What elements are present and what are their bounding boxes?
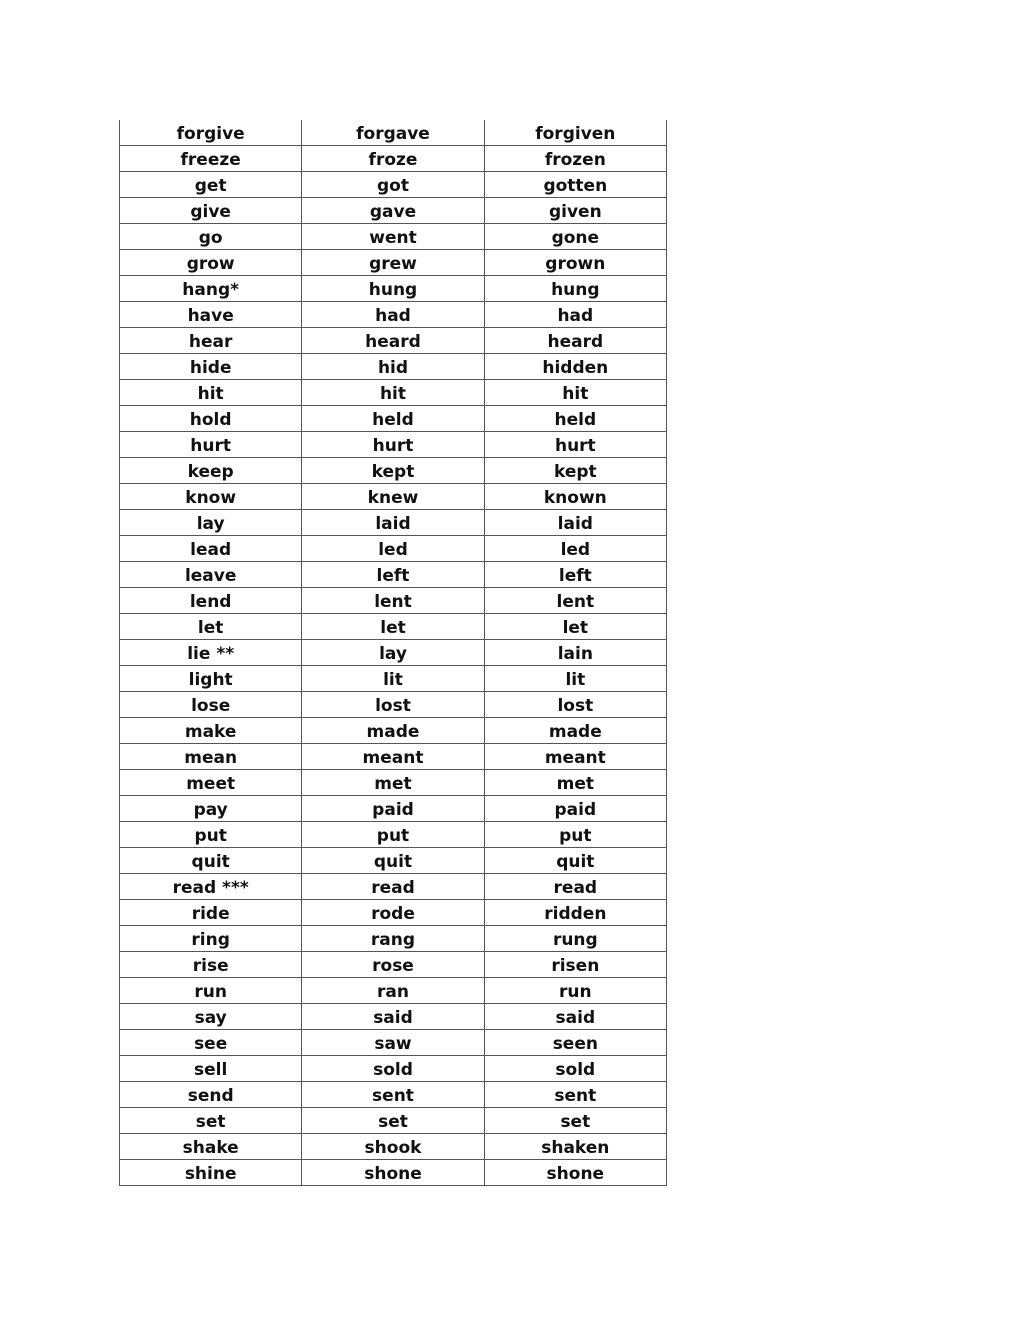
base-form-cell: [120, 1108, 302, 1134]
past-tense-cell: [302, 1056, 484, 1082]
verb-text: led: [560, 540, 591, 560]
past-participle-cell: [484, 1082, 666, 1108]
base-form-cell: [120, 172, 302, 198]
base-form-cell: [120, 640, 302, 666]
verb-text: met: [556, 774, 595, 794]
table-row: [120, 354, 667, 380]
base-form-cell: [120, 874, 302, 900]
past-participle-cell: [484, 172, 666, 198]
verb-text: let: [197, 618, 224, 638]
verb-text: risen: [551, 956, 600, 976]
verb-text: made: [548, 722, 602, 742]
base-form-cell: [120, 900, 302, 926]
base-form-cell: [120, 406, 302, 432]
past-tense-cell: [302, 484, 484, 510]
verb-text: said: [373, 1008, 413, 1028]
base-form-cell: [120, 536, 302, 562]
base-form-cell: [120, 588, 302, 614]
verb-text: had: [557, 306, 594, 326]
table-row: [120, 224, 667, 250]
verb-text: laid: [557, 514, 593, 534]
table-row: [120, 406, 667, 432]
verb-text: leave: [184, 566, 237, 586]
verb-text: kept: [553, 462, 597, 482]
verb-text: rung: [552, 930, 598, 950]
base-form-cell: [120, 1056, 302, 1082]
past-participle-cell: [484, 900, 666, 926]
verb-text: forgave: [356, 124, 430, 144]
verb-text: say: [194, 1008, 227, 1028]
past-participle-cell: [484, 1108, 666, 1134]
verb-text: quit: [191, 852, 230, 872]
verb-text: shone: [364, 1164, 422, 1184]
table-row: [120, 380, 667, 406]
past-participle-cell: [484, 510, 666, 536]
verb-text: gotten: [543, 176, 608, 196]
past-participle-cell: [484, 146, 666, 172]
past-participle-cell: [484, 770, 666, 796]
verb-text: rise: [192, 956, 229, 976]
base-form-cell: [120, 224, 302, 250]
past-participle-cell: [484, 614, 666, 640]
base-form-cell: [120, 770, 302, 796]
irregular-verbs-table: [119, 120, 667, 1186]
verb-text: meant: [362, 748, 424, 768]
past-tense-cell: [302, 978, 484, 1004]
base-form-cell: [120, 120, 302, 146]
table-row: [120, 562, 667, 588]
verb-text: pay: [193, 800, 228, 820]
past-participle-cell: [484, 666, 666, 692]
verb-text: hid: [377, 358, 409, 378]
past-tense-cell: [302, 536, 484, 562]
base-form-cell: [120, 848, 302, 874]
past-tense-cell: [302, 666, 484, 692]
table-row: [120, 1030, 667, 1056]
past-tense-cell: [302, 146, 484, 172]
table-row: [120, 1082, 667, 1108]
past-participle-cell: [484, 926, 666, 952]
verb-text: forgive: [176, 124, 245, 144]
past-participle-cell: [484, 640, 666, 666]
verb-text: set: [378, 1112, 408, 1132]
verb-text: run: [559, 982, 592, 1002]
table-row: [120, 146, 667, 172]
table-row: [120, 614, 667, 640]
verb-text: shaken: [541, 1138, 610, 1158]
verb-text: held: [372, 410, 414, 430]
past-tense-cell: [302, 458, 484, 484]
past-tense-cell: [302, 328, 484, 354]
verb-text: shone: [546, 1164, 605, 1184]
past-tense-cell: [302, 1030, 484, 1056]
verb-text: sold: [373, 1060, 413, 1080]
verb-text: run: [194, 982, 227, 1002]
verb-text: let: [562, 618, 589, 638]
table-row: [120, 250, 667, 276]
verb-text: lead: [190, 540, 232, 560]
verb-text: lose: [191, 696, 231, 716]
verb-text: hang*: [182, 280, 240, 300]
table-row: [120, 458, 667, 484]
verb-text: lost: [375, 696, 411, 716]
table-row: [120, 302, 667, 328]
verb-text: said: [555, 1008, 596, 1028]
past-participle-cell: [484, 848, 666, 874]
base-form-cell: [120, 146, 302, 172]
past-participle-cell: [484, 1134, 666, 1160]
past-tense-cell: [302, 224, 484, 250]
past-participle-cell: [484, 276, 666, 302]
verb-text: give: [190, 202, 231, 222]
past-tense-cell: [302, 1082, 484, 1108]
table-row: [120, 484, 667, 510]
verb-text: know: [185, 488, 237, 508]
verb-text: grew: [369, 254, 417, 274]
verb-text: hurt: [372, 436, 414, 456]
verb-text: frozen: [544, 150, 606, 170]
verb-text: gone: [551, 228, 600, 248]
past-participle-cell: [484, 302, 666, 328]
base-form-cell: [120, 458, 302, 484]
verb-text: lay: [379, 644, 407, 664]
past-tense-cell: [302, 302, 484, 328]
past-tense-cell: [302, 354, 484, 380]
verb-text: led: [378, 540, 408, 560]
base-form-cell: [120, 380, 302, 406]
base-form-cell: [120, 744, 302, 770]
past-participle-cell: [484, 224, 666, 250]
verb-text: left: [376, 566, 410, 586]
base-form-cell: [120, 1004, 302, 1030]
table-row: [120, 926, 667, 952]
base-form-cell: [120, 822, 302, 848]
table-row: [120, 874, 667, 900]
past-tense-cell: [302, 718, 484, 744]
base-form-cell: [120, 562, 302, 588]
verb-text: hear: [188, 332, 233, 352]
past-tense-cell: [302, 614, 484, 640]
verb-text: hurt: [554, 436, 596, 456]
verb-text: see: [194, 1034, 228, 1054]
verb-text: sent: [372, 1086, 414, 1106]
table-row: [120, 588, 667, 614]
past-participle-cell: [484, 484, 666, 510]
past-participle-cell: [484, 796, 666, 822]
verb-text: kept: [371, 462, 415, 482]
verb-text: sell: [194, 1060, 228, 1080]
past-tense-cell: [302, 588, 484, 614]
verb-text: shine: [184, 1164, 237, 1184]
verb-table-body: [120, 120, 667, 1186]
base-form-cell: [120, 354, 302, 380]
verb-text: ran: [377, 982, 409, 1002]
past-tense-cell: [302, 874, 484, 900]
table-row: [120, 1134, 667, 1160]
verb-text: saw: [374, 1034, 412, 1054]
base-form-cell: [120, 1030, 302, 1056]
base-form-cell: [120, 1082, 302, 1108]
verb-text: hidden: [542, 358, 609, 378]
base-form-cell: [120, 926, 302, 952]
verb-text: lie **: [187, 644, 235, 664]
past-participle-cell: [484, 744, 666, 770]
verb-text: make: [184, 722, 237, 742]
verb-text: known: [543, 488, 607, 508]
past-tense-cell: [302, 952, 484, 978]
verb-text: ring: [191, 930, 230, 950]
verb-text: let: [380, 618, 406, 638]
verb-text: ride: [191, 904, 230, 924]
past-tense-cell: [302, 692, 484, 718]
table-row: [120, 198, 667, 224]
base-form-cell: [120, 952, 302, 978]
verb-text: heard: [547, 332, 604, 352]
verb-text: lay: [196, 514, 225, 534]
past-tense-cell: [302, 276, 484, 302]
past-participle-cell: [484, 978, 666, 1004]
verb-text: hurt: [190, 436, 232, 456]
base-form-cell: [120, 276, 302, 302]
past-tense-cell: [302, 926, 484, 952]
table-row: [120, 510, 667, 536]
verb-text: set: [560, 1112, 591, 1132]
past-tense-cell: [302, 1108, 484, 1134]
table-row: [120, 692, 667, 718]
verb-text: lent: [556, 592, 595, 612]
past-participle-cell: [484, 406, 666, 432]
verb-text: froze: [368, 150, 418, 170]
base-form-cell: [120, 1160, 302, 1186]
verb-text: put: [194, 826, 227, 846]
past-tense-cell: [302, 406, 484, 432]
past-participle-cell: [484, 562, 666, 588]
past-tense-cell: [302, 120, 484, 146]
table-row: [120, 744, 667, 770]
verb-text: made: [366, 722, 420, 742]
verb-text: lend: [189, 592, 232, 612]
table-row: [120, 848, 667, 874]
table-row: [120, 718, 667, 744]
past-tense-cell: [302, 900, 484, 926]
verb-text: held: [554, 410, 597, 430]
base-form-cell: [120, 978, 302, 1004]
verb-text: left: [558, 566, 592, 586]
verb-text: rose: [372, 956, 414, 976]
past-tense-cell: [302, 198, 484, 224]
base-form-cell: [120, 250, 302, 276]
past-participle-cell: [484, 718, 666, 744]
base-form-cell: [120, 510, 302, 536]
table-row: [120, 328, 667, 354]
verb-text: sold: [555, 1060, 596, 1080]
verb-text: meant: [544, 748, 606, 768]
past-participle-cell: [484, 458, 666, 484]
base-form-cell: [120, 484, 302, 510]
base-form-cell: [120, 1134, 302, 1160]
verb-text: have: [187, 306, 234, 326]
verb-text: lost: [557, 696, 594, 716]
past-participle-cell: [484, 354, 666, 380]
verb-text: hit: [562, 384, 589, 404]
past-participle-cell: [484, 198, 666, 224]
table-row: [120, 536, 667, 562]
verb-text: go: [198, 228, 223, 248]
past-participle-cell: [484, 874, 666, 900]
base-form-cell: [120, 198, 302, 224]
verb-text: ridden: [544, 904, 607, 924]
past-tense-cell: [302, 848, 484, 874]
verb-text: light: [188, 670, 233, 690]
verb-text: forgiven: [535, 124, 616, 144]
table-row: [120, 1056, 667, 1082]
past-tense-cell: [302, 770, 484, 796]
table-row: [120, 640, 667, 666]
past-tense-cell: [302, 562, 484, 588]
past-participle-cell: [484, 536, 666, 562]
base-form-cell: [120, 432, 302, 458]
base-form-cell: [120, 328, 302, 354]
base-form-cell: [120, 666, 302, 692]
verb-text: quit: [373, 852, 413, 872]
table-row: [120, 276, 667, 302]
past-participle-cell: [484, 588, 666, 614]
verb-text: went: [369, 228, 417, 248]
table-row: [120, 432, 667, 458]
past-tense-cell: [302, 172, 484, 198]
table-row: [120, 120, 667, 146]
past-participle-cell: [484, 822, 666, 848]
past-participle-cell: [484, 328, 666, 354]
past-participle-cell: [484, 1056, 666, 1082]
past-tense-cell: [302, 432, 484, 458]
base-form-cell: [120, 692, 302, 718]
verb-text: freeze: [180, 150, 241, 170]
verb-text: grow: [186, 254, 235, 274]
past-participle-cell: [484, 1030, 666, 1056]
verb-text: put: [376, 826, 410, 846]
verb-text: knew: [367, 488, 419, 508]
past-participle-cell: [484, 380, 666, 406]
table-row: [120, 770, 667, 796]
past-participle-cell: [484, 1004, 666, 1030]
table-row: [120, 1108, 667, 1134]
past-tense-cell: [302, 1160, 484, 1186]
base-form-cell: [120, 796, 302, 822]
verb-text: gave: [369, 202, 417, 222]
verb-text: send: [187, 1086, 234, 1106]
base-form-cell: [120, 614, 302, 640]
verb-text: mean: [184, 748, 238, 768]
past-participle-cell: [484, 1160, 666, 1186]
past-tense-cell: [302, 796, 484, 822]
past-tense-cell: [302, 1134, 484, 1160]
past-tense-cell: [302, 822, 484, 848]
past-participle-cell: [484, 120, 666, 146]
verb-text: get: [194, 176, 227, 196]
verb-text: hit: [197, 384, 224, 404]
verb-text: lit: [565, 670, 586, 690]
verb-text: hung: [551, 280, 600, 300]
verb-text: seen: [552, 1034, 598, 1054]
verb-text: quit: [556, 852, 595, 872]
verb-text: hit: [379, 384, 407, 404]
verb-text: grown: [545, 254, 606, 274]
past-tense-cell: [302, 640, 484, 666]
verb-text: meet: [186, 774, 236, 794]
verb-text: put: [559, 826, 592, 846]
verb-text: sent: [554, 1086, 597, 1106]
verb-text: heard: [365, 332, 421, 352]
base-form-cell: [120, 302, 302, 328]
past-participle-cell: [484, 250, 666, 276]
verb-text: paid: [554, 800, 597, 820]
base-form-cell: [120, 718, 302, 744]
verb-text: shake: [182, 1138, 239, 1158]
verb-text: read: [553, 878, 598, 898]
table-row: [120, 1004, 667, 1030]
verb-text: laid: [375, 514, 411, 534]
past-tense-cell: [302, 1004, 484, 1030]
table-row: [120, 666, 667, 692]
verb-text: paid: [372, 800, 414, 820]
verb-text: hide: [189, 358, 232, 378]
table-row: [120, 796, 667, 822]
verb-text: lent: [374, 592, 412, 612]
past-tense-cell: [302, 250, 484, 276]
verb-text: read: [371, 878, 415, 898]
past-participle-cell: [484, 952, 666, 978]
past-participle-cell: [484, 432, 666, 458]
verb-text: hung: [368, 280, 418, 300]
past-tense-cell: [302, 380, 484, 406]
past-tense-cell: [302, 510, 484, 536]
verb-text: got: [377, 176, 409, 196]
verb-text: shook: [364, 1138, 422, 1158]
verb-text: had: [375, 306, 411, 326]
table-row: [120, 978, 667, 1004]
past-participle-cell: [484, 692, 666, 718]
table-row: [120, 172, 667, 198]
verb-text: hold: [189, 410, 232, 430]
verb-text: rang: [370, 930, 416, 950]
verb-text: given: [548, 202, 602, 222]
verb-text: rode: [371, 904, 415, 924]
verb-text: lain: [557, 644, 593, 664]
verb-text: read ***: [172, 878, 249, 898]
verb-text: set: [195, 1112, 226, 1132]
table-row: [120, 952, 667, 978]
verb-text: keep: [187, 462, 234, 482]
past-tense-cell: [302, 744, 484, 770]
table-row: [120, 1160, 667, 1186]
table-row: [120, 900, 667, 926]
table-row: [120, 822, 667, 848]
verb-text: lit: [383, 670, 403, 690]
verb-text: met: [374, 774, 412, 794]
